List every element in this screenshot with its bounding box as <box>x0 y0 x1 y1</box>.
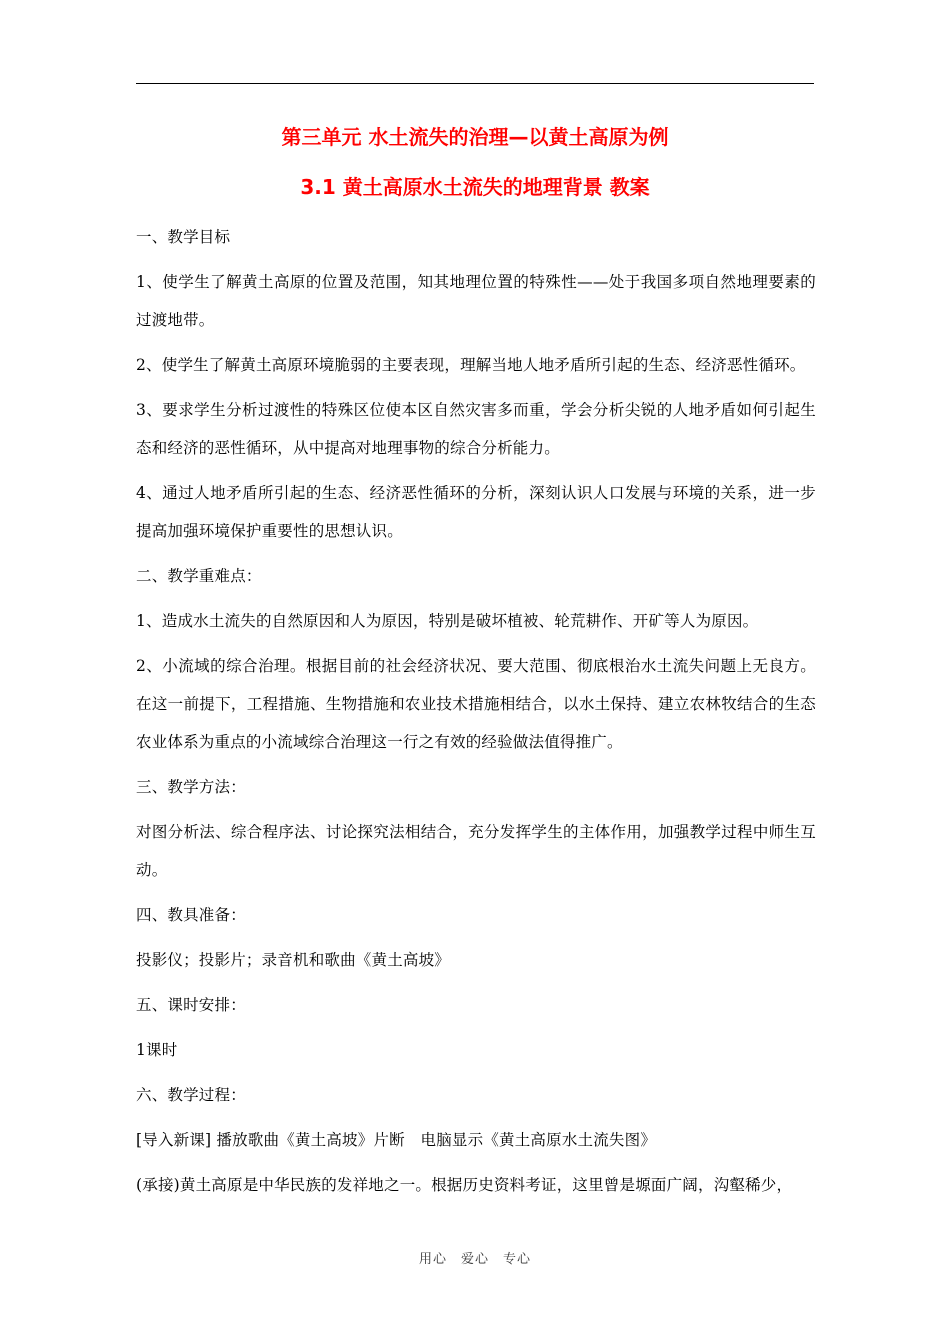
page-footer: 用心 爱心 专心 <box>418 1252 531 1267</box>
section-heading-key-points: 二、教学重难点： <box>136 567 262 585</box>
section-heading-objectives: 一、教学目标 <box>136 228 231 246</box>
objective-2: 2、使学生了解黄土高原环境脆弱的主要表现，理解当地人地矛盾所引起的生态、经济恶性循环。 <box>136 356 806 374</box>
lesson-title: 3.1 黄土高原水土流失的地理背景 教案 <box>300 175 650 199</box>
section-heading-schedule: 五、课时安排： <box>136 996 246 1014</box>
header-rule <box>136 83 814 84</box>
key-point-1: 1、造成水土流失的自然原因和人为原因，特别是破坏植被、轮荒耕作、开矿等人为原因。 <box>136 612 759 630</box>
process-continuation: (承接)黄土高原是中华民族的发祥地之一。根据历史资料考证，这里曾是塬面广阔，沟壑稀少， <box>136 1176 793 1194</box>
schedule-text: 1课时 <box>136 1041 178 1059</box>
methods-text: 对图分析法、综合程序法、讨论探究法相结合，充分发挥学生的主体作用，加强教学过程中师生互动。 <box>136 823 816 879</box>
key-point-2: 2、小流域的综合治理。根据目前的社会经济状况、要大范围、彻底根治水土流失问题上无良方。在这一前提下，工程措施、生物措施和农业技术措施相结合，以水土保持、建立农林牧结合的生态农业体系为重点的小流域综合治理这一行之有效的经验做法值得推广。 <box>136 657 816 751</box>
objective-4: 4、通过人地矛盾所引起的生态、经济恶性循环的分析，深刻认识人口发展与环境的关系，进一步提高加强环境保护重要性的思想认识。 <box>136 484 816 540</box>
section-heading-methods: 三、教学方法： <box>136 778 246 796</box>
document-body <box>136 218 816 1211</box>
materials-text: 投影仪；投影片；录音机和歌曲《黄土高坡》 <box>136 951 451 969</box>
section-heading-process: 六、教学过程： <box>136 1086 246 1104</box>
section-heading-materials: 四、教具准备： <box>136 906 246 924</box>
process-intro: [导入新课] 播放歌曲《黄土高坡》片断 电脑显示《黄土高原水土流失图》 <box>136 1131 657 1149</box>
unit-title: 第三单元 水土流失的治理—以黄土高原为例 <box>281 125 669 149</box>
objective-1: 1、使学生了解黄土高原的位置及范围，知其地理位置的特殊性——处于我国多项自然地理要素的过渡地带。 <box>136 273 816 329</box>
objective-3: 3、要求学生分析过渡性的特殊区位使本区自然灾害多而重，学会分析尖锐的人地矛盾如何引起生态和经济的恶性循环，从中提高对地理事物的综合分析能力。 <box>136 401 816 457</box>
